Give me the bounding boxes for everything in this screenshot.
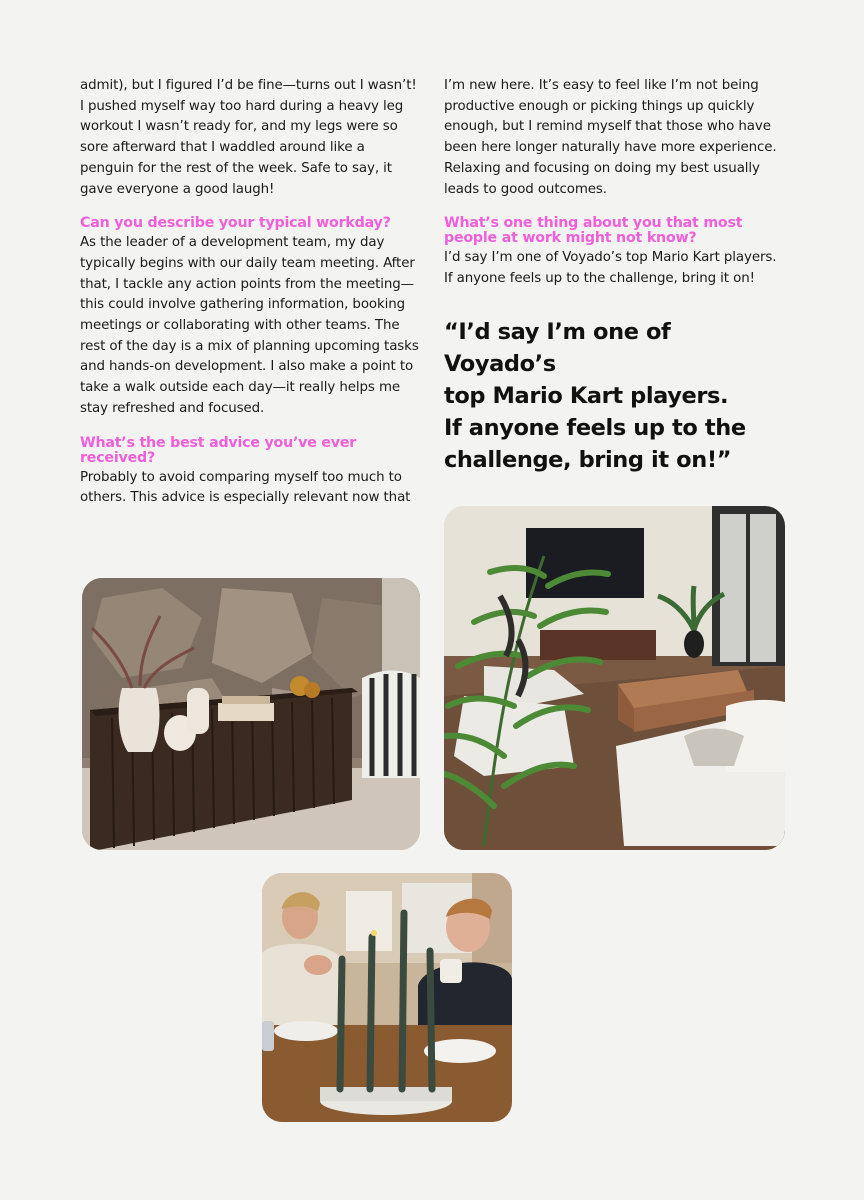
pull-quote (444, 316, 774, 476)
pull-quote-line: “I’d say I’m one of Voyado’s (444, 318, 671, 377)
right-column (444, 76, 784, 476)
pull-quote-line: If anyone feels up to the (444, 414, 746, 441)
answer-unknown-fact: I’d say I’m one of Voyado’s top Mario Kart players. If anyone feels up to the challenge, bring it on! (444, 250, 777, 286)
answer-advice-start: Probably to avoid comparing myself too much to others. This advice is especially relevant now that (80, 469, 411, 506)
photo-office-lounge (444, 506, 785, 850)
left-column (80, 76, 420, 525)
question-heading-workday: Can you describe your typical workday? (80, 215, 391, 232)
photo-office-sideboard (82, 578, 420, 850)
pull-quote-line: challenge, bring it on!” (444, 446, 732, 473)
question-heading-unknown-fact: What’s one thing about you that most people at work might not know? (444, 215, 743, 247)
answer-workday: As the leader of a development team, my day typically begins with our daily team meeting. After that, I tackle any action points from the meeting—this could involve gathering information, booking meetings or collaborating with other teams. The rest of the day is a mix of planning upcoming tasks and hands-on development. I also make a point to take a walk outside each day—it really helps me stay refreshed and focused. (80, 235, 419, 416)
pull-quote-line: top Mario Kart players. (444, 382, 729, 409)
question-heading-advice: What’s the best advice you’ve ever received? (80, 434, 357, 466)
answer-advice-end: I’m new here. It’s easy to feel like I’m not being productive enough or picking things up quickly enough, but I remind myself that those who have been here longer naturally have more experience. Relaxing and focusing on doing my best usually leads to good outcomes. (444, 78, 777, 197)
intro-paragraph: admit), but I figured I’d be fine—turns out I wasn’t! I pushed myself way too hard during a heavy leg workout I wasn’t ready for, and my legs were so sore afterward that I waddled around like a penguin for the rest of the week. Safe to say, it gave everyone a good laugh! (80, 78, 417, 197)
photo-colleagues (262, 873, 512, 1122)
